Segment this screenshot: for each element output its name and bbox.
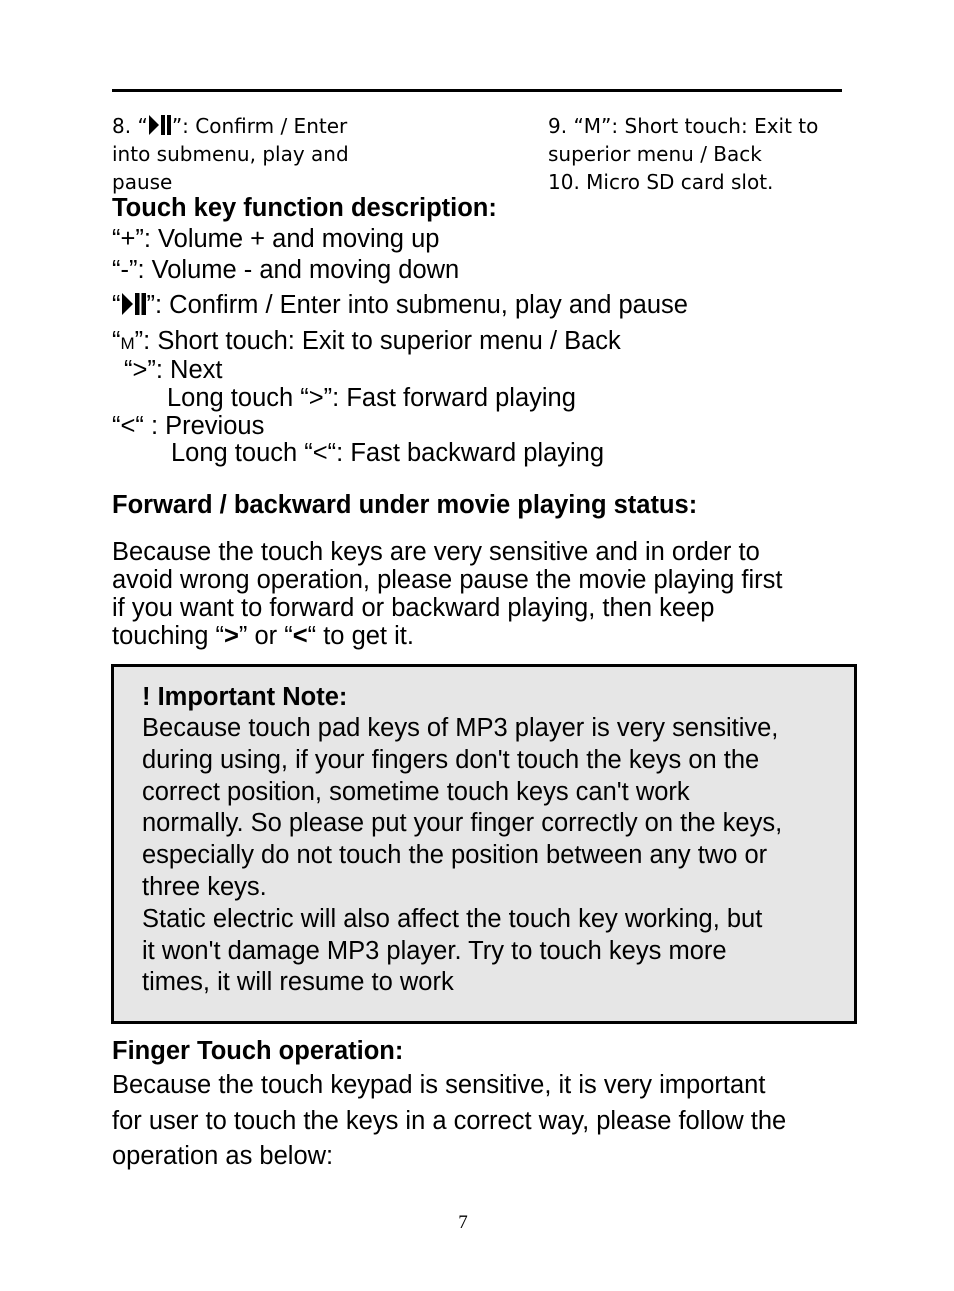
m-key-glyph: M xyxy=(120,334,135,353)
finger-line: Because the touch keypad is sensitive, it is very important xyxy=(112,1071,766,1099)
note-line: Because touch pad keys of MP3 player is very sensitive, xyxy=(142,714,779,742)
minus-key-line: “-”: Volume - and moving down xyxy=(112,256,460,284)
note-line: it won't damage MP3 player. Try to touch keys more xyxy=(142,936,727,965)
movie-paragraph xyxy=(112,538,782,650)
next-long-line: Long touch “>”: Fast forward playing xyxy=(167,384,576,412)
plus-key-line: “+”: Volume + and moving up xyxy=(112,225,440,253)
item-9-line1: 9. “M”: Short touch: Exit to xyxy=(548,114,819,138)
forward-key-glyph: > xyxy=(224,622,239,650)
item-8 xyxy=(112,112,349,196)
movie-line-4-b: ” or “ xyxy=(238,622,293,650)
items-9-10 xyxy=(548,112,818,196)
movie-heading: Forward / backward under movie playing status: xyxy=(112,491,698,519)
finger-line: for user to touch the keys in a correct way, please follow the xyxy=(112,1106,787,1135)
finger-line: operation as below: xyxy=(112,1142,334,1170)
item-8-prefix: 8. “ xyxy=(112,114,148,138)
touch-key-heading: Touch key function description: xyxy=(112,194,497,222)
top-rule xyxy=(112,89,842,92)
movie-line-4-c: “ to get it. xyxy=(307,622,414,650)
page-number: 7 xyxy=(458,1212,468,1233)
item-10: 10. Micro SD card slot. xyxy=(548,170,774,194)
play-key-prefix: “ xyxy=(112,291,121,319)
item-8-suffix: ”: Confirm / Enter xyxy=(171,114,348,138)
finger-touch-heading: Finger Touch operation: xyxy=(112,1037,404,1065)
movie-line-4-a: touching “ xyxy=(112,622,224,650)
backward-key-glyph: < xyxy=(292,622,308,650)
movie-line-1: Because the touch keys are very sensitive and in order to xyxy=(112,538,760,566)
prev-key-line: “<“ : Previous xyxy=(112,412,265,440)
play-key-suffix: ”: Confirm / Enter into submenu, play and pause xyxy=(146,291,688,319)
item-9-line2: superior menu / Back xyxy=(548,142,762,166)
note-line: normally. So please put your finger correctly on the keys, xyxy=(142,809,783,838)
movie-line-4 xyxy=(112,622,782,650)
note-line: three keys. xyxy=(142,872,267,901)
note-line: Static electric will also affect the touch key working, but xyxy=(142,904,763,933)
note-line: times, it will resume to work xyxy=(142,968,454,997)
finger-touch-text xyxy=(112,1068,786,1175)
movie-line-3: if you want to forward or backward playing, then keep xyxy=(112,594,715,622)
m-key-prefix: “ xyxy=(112,327,121,355)
prev-long-line: Long touch “<“: Fast backward playing xyxy=(171,439,605,467)
item-8-line2: into submenu, play and xyxy=(112,142,349,166)
play-pause-icon xyxy=(121,292,147,316)
note-line: especially do not touch the position between any two or xyxy=(142,841,768,870)
play-key-line xyxy=(112,290,688,320)
item-8-line3: pause xyxy=(112,170,173,194)
movie-line-2: avoid wrong operation, please pause the movie playing first xyxy=(112,566,783,594)
play-pause-icon xyxy=(148,114,172,136)
note-line: correct position, sometime touch keys can't work xyxy=(142,777,690,806)
important-note-title: ! Important Note: xyxy=(142,683,348,711)
note-line: during using, if your fingers don't touch the keys on the xyxy=(142,745,760,774)
important-note-text xyxy=(142,713,782,999)
next-key-line: “>”: Next xyxy=(124,356,223,384)
m-key-suffix: ”: Short touch: Exit to superior menu / Back xyxy=(134,327,621,355)
